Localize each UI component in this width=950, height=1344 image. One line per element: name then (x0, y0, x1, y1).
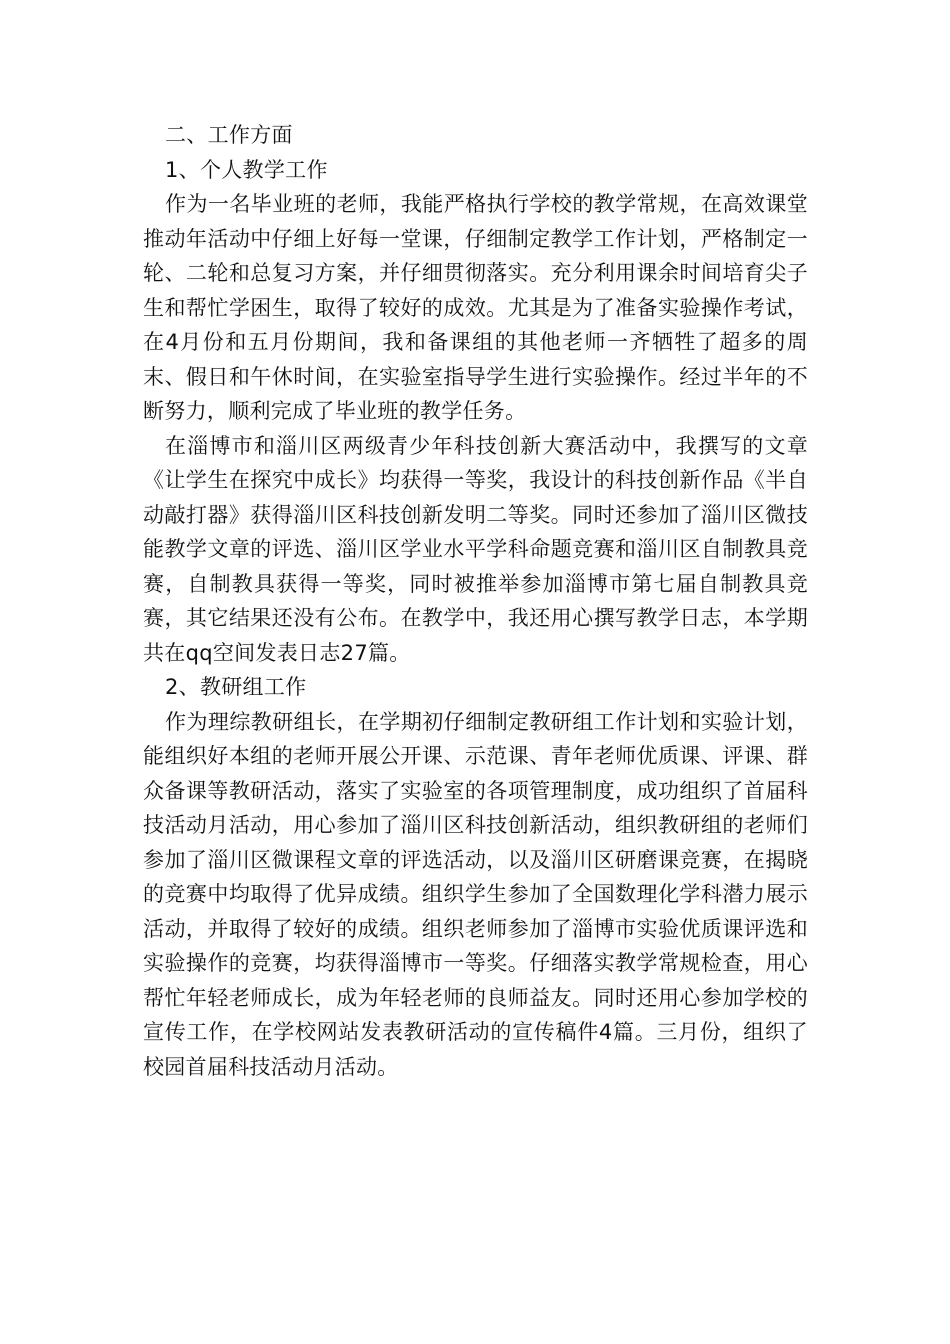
subsection-heading-research-group: 2、教研组工作 (165, 675, 307, 699)
subsection-heading-teaching: 1、个人教学工作 (165, 157, 328, 182)
paragraph-competitions: 在淄博市和淄川区两级青少年科技创新大赛活动中，我撰写的文章《让学生在探究中成长》均获得一等奖，我设计的科技创新作品《半自动敲打器》获得淄川区科技创新发明二等奖。同时还参加了淄川区微技能教学文章的评选、淄川区学业水平学科命题竞赛和淄川区自制教具竞赛，自制教具获得一等奖，同时被推举参加淄博市第七届自制教具竞赛，其它结果还没有公布。在教学中，我还用心撰写教学日志，本学期共在qq空间发表日志27篇。 (143, 433, 808, 665)
document-body (143, 118, 808, 1084)
section-heading: 二、工作方面 (165, 123, 293, 147)
paragraph-research-group-work: 作为理综教研组长，在学期初仔细制定教研组工作计划和实验计划，能组织好本组的老师开展公开课、示范课、青年老师优质课、评课、群众备课等教研活动，落实了实验室的各项管理制度，成功组织了首届科技活动月活动，用心参加了淄川区科技创新活动，组织教研组的老师们参加了淄川区微课程文章的评选活动，以及淄川区研磨课竞赛，在揭晓的竞赛中均取得了优异成绩。组织学生参加了全国数理化学科潜力展示活动，并取得了较好的成绩。组织老师参加了淄博市实验优质课评选和实验操作的竞赛，均获得淄博市一等奖。仔细落实教学常规检查，用心帮忙年轻老师成长，成为年轻老师的良师益友。同时还用心参加学校的宣传工作，在学校网站发表教研活动的宣传稿件4篇。三月份，组织了校园首届科技活动月活动。 (143, 709, 808, 1079)
paragraph-teaching-work: 作为一名毕业班的老师，我能严格执行学校的教学常规，在高效课堂推动年活动中仔细上好每一堂课，仔细制定教学工作计划，严格制定一轮、二轮和总复习方案，并仔细贯彻落实。充分利用课余时间培育尖子生和帮忙学困生，取得了较好的成效。尤其是为了准备实验操作考试，在4月份和五月份期间，我和备课组的其他老师一齐牺牲了超多的周末、假日和午休时间，在实验室指导学生进行实验操作。经过半年的不断努力，顺利完成了毕业班的教学任务。 (143, 192, 808, 423)
